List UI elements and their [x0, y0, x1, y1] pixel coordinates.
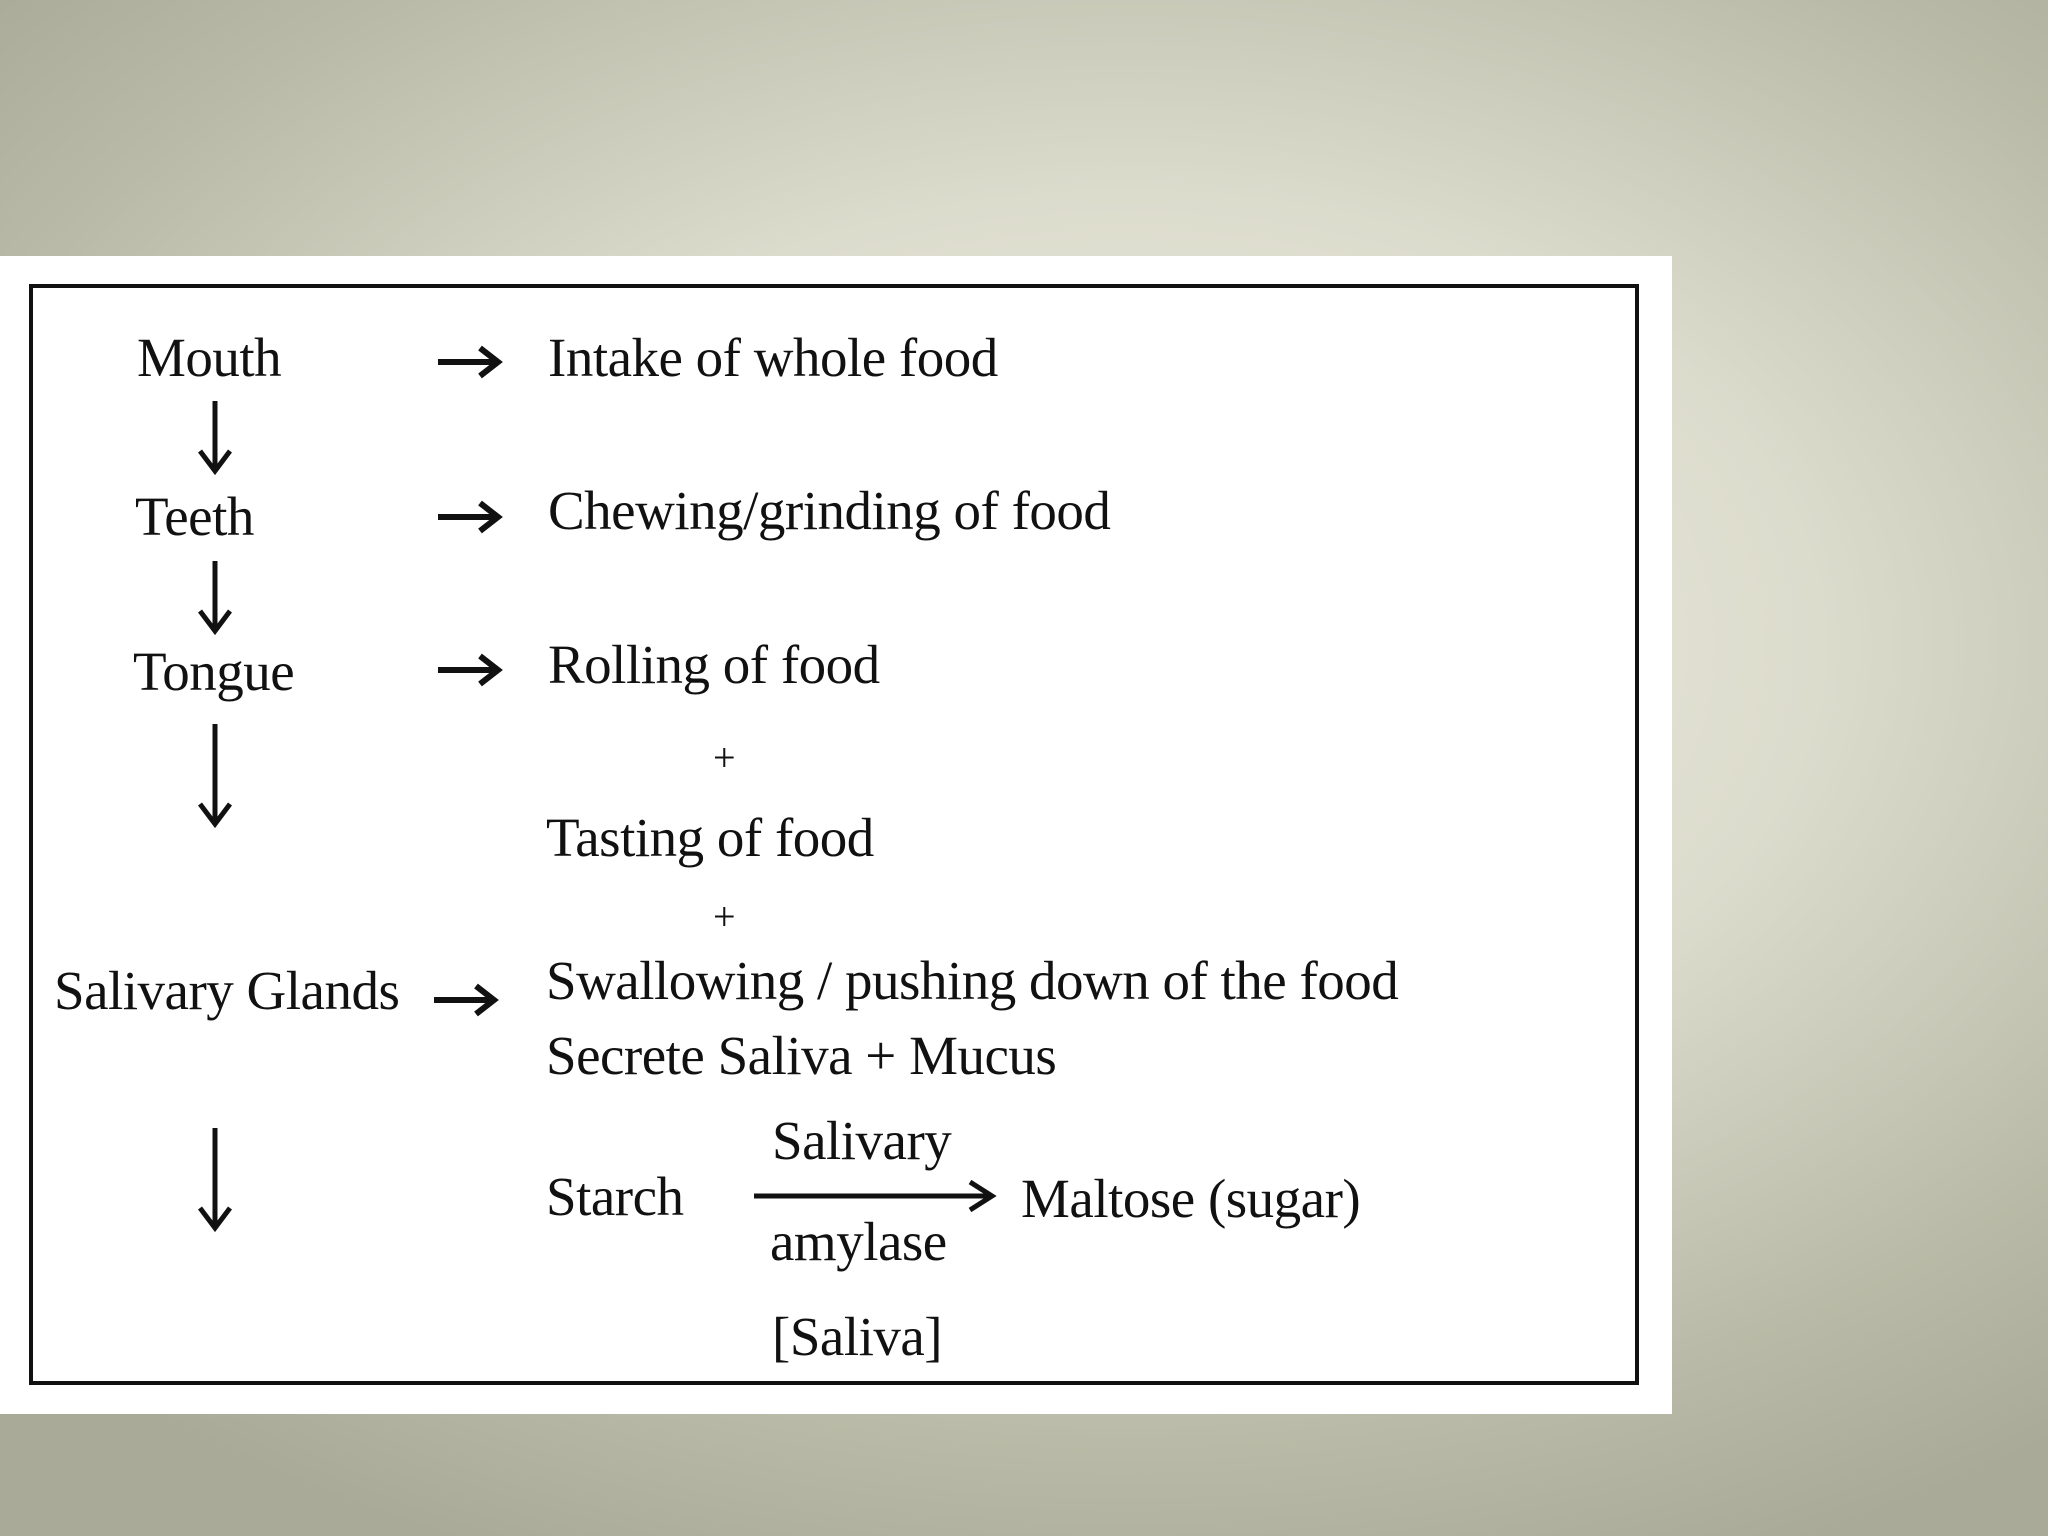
right-arrow-icon	[436, 497, 506, 537]
reaction-source: [Saliva]	[772, 1306, 943, 1367]
function-swallowing: Swallowing / pushing down of the food	[546, 950, 1399, 1011]
reaction-arrow-icon	[752, 1176, 1002, 1216]
reaction-enzyme-below: amylase	[770, 1211, 947, 1272]
right-arrow-icon	[436, 650, 506, 690]
down-arrow-icon	[190, 559, 240, 639]
function-salivary-secretion: Secrete Saliva + Mucus	[546, 1025, 1057, 1086]
function-tongue-rolling: Rolling of food	[548, 634, 880, 695]
down-arrow-icon	[190, 399, 240, 479]
function-tongue-tasting: Tasting of food	[546, 807, 874, 868]
organ-tongue: Tongue	[133, 641, 295, 702]
organ-salivary-glands: Salivary Glands	[54, 960, 400, 1021]
down-arrow-icon	[190, 722, 240, 832]
function-teeth: Chewing/grinding of food	[548, 480, 1111, 541]
slide-panel	[0, 256, 1672, 1414]
reaction-product: Maltose (sugar)	[1021, 1168, 1361, 1229]
function-mouth: Intake of whole food	[548, 327, 998, 388]
organ-teeth: Teeth	[135, 486, 254, 547]
plus-sign: +	[713, 894, 736, 939]
reaction-enzyme-above: Salivary	[772, 1110, 952, 1171]
right-arrow-icon	[436, 342, 506, 382]
right-arrow-icon	[432, 980, 502, 1020]
reaction-substrate: Starch	[546, 1166, 684, 1227]
organ-mouth: Mouth	[137, 327, 282, 388]
plus-sign: +	[713, 735, 736, 780]
down-arrow-icon	[190, 1126, 240, 1236]
